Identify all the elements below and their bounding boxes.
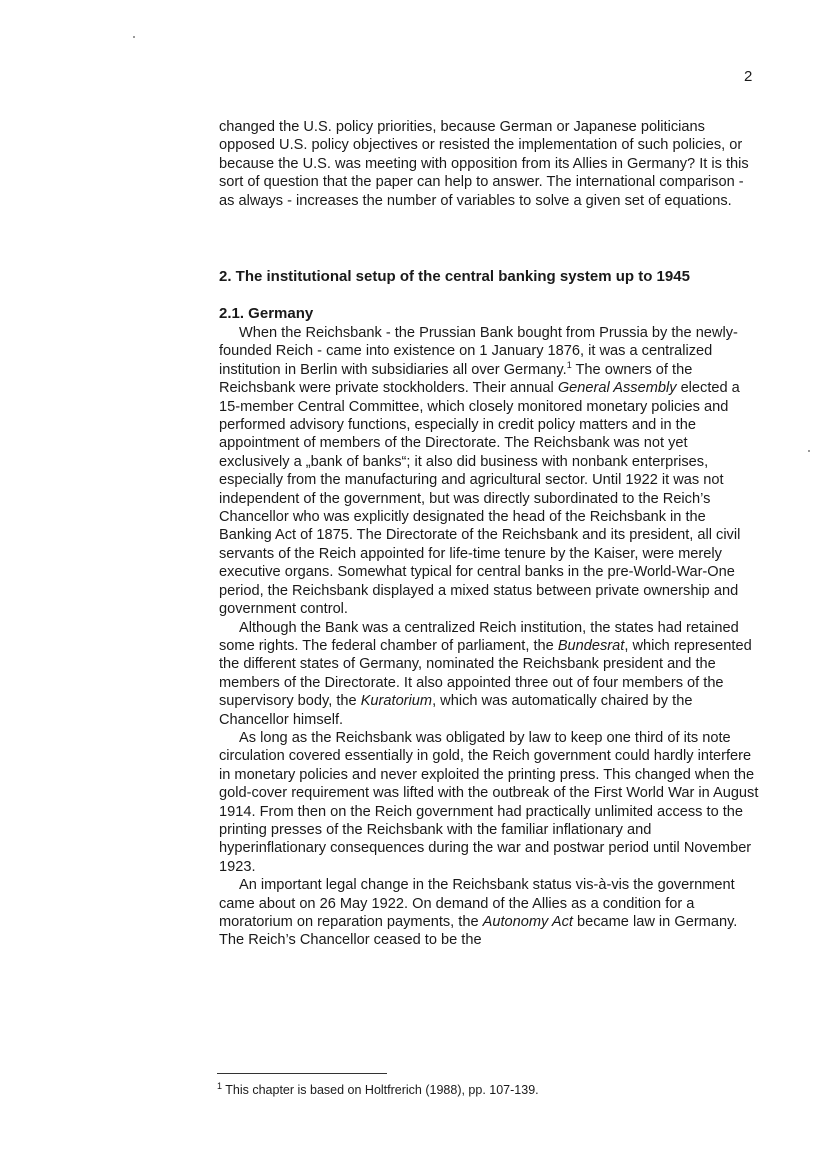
text-run: An important legal change in the Reichsbank status vis-à-vis the government came about on 26 May 1922. On demand of the Allies as a condition for a moratorium on reparation payments, the bbox=[219, 877, 735, 930]
scan-speck bbox=[808, 450, 810, 452]
intro-paragraph bbox=[219, 118, 759, 210]
italic-term: Autonomy Act bbox=[482, 914, 573, 930]
footnote-reference: 1 bbox=[566, 359, 572, 370]
text-run: , which was automatically chaired by the Chancellor himself. bbox=[219, 693, 693, 728]
subsection-heading: 2.1. Germany bbox=[219, 305, 314, 322]
paragraph-states-rights bbox=[219, 619, 759, 729]
text-run: , which represented the different states of Germany, nominated the Reichsbank president and the members of the Directorate. It also appointed three out of four members of the supervisory body, the bbox=[219, 637, 752, 710]
intro-text: changed the U.S. policy priorities, because German or Japanese politicians opposed U.S. policy objectives or resisted the implementation of such policies, or because the U.S. was meeting with opposition from its Allies in Germany? It is this sort of question that the paper can help to answer. The international comparison - as always - increases the number of variables to solve a given set of equations. bbox=[219, 119, 749, 209]
scan-speck bbox=[133, 36, 135, 38]
text-run: elected a 15-member Central Committee, which closely monitored monetary policies and performed advisory functions, especially in credit policy matters and in the appointment of members of the Directorate. The Reichsbank was not yet exclusively a „bank of banks“; it also did business with nonbank enterprises, especially from the manufacturing and agricultural sector. Until 1922 it was not independent of the government, but was directly subordinated to the Reich’s Chancellor who was explicitly designated the head of the Reichsbank in the Banking Act of 1875. The Directorate of the Reichsbank and its president, all civil servants of the Reich appointed for life-time tenure by the Kaiser, were merely executive organs. Somewhat typical for central banks in the pre-World-War-One period, the Reichsbank displayed a mixed status between private ownership and government control. bbox=[219, 380, 741, 618]
text-run: The owners of the Reichsbank were private stockholders. Their annual bbox=[219, 361, 693, 397]
footnote-marker: 1 bbox=[217, 1080, 223, 1091]
paragraph-autonomy-act bbox=[219, 876, 759, 950]
italic-term: Bundesrat bbox=[557, 637, 625, 654]
paragraph-reichsbank-founding bbox=[219, 324, 759, 619]
text-run: When the Reichsbank - the Prussian Bank bought from Prussia by the newly-founded Reich - came into existence on 1 January 1876, it was a centralized institution in Berlin with subsidiaries all over Germany. bbox=[219, 325, 738, 378]
italic-term: Kuratorium bbox=[360, 693, 433, 710]
paragraph-gold-cover: As long as the Reichsbank was obligated by law to keep one third of its note circulation covered essentially in gold, the Reich government could hardly interfere in monetary policies and never exploited the printing press. This changed when the gold-cover requirement was lifted with the outbreak of the First World War in August 1914. From then on the Reich government had practically unlimited access to the printing presses of the Reichsbank with the familiar inflationary and hyperinflationary consequences during the war and postwar period until November 1923. bbox=[219, 729, 759, 875]
italic-term: General Assembly bbox=[557, 380, 677, 397]
footnote-divider bbox=[217, 1073, 387, 1074]
footnote-text: This chapter is based on Holtfrerich (1988), pp. 107-139. bbox=[222, 1083, 539, 1097]
section-heading: 2. The institutional setup of the central banking system up to 1945 bbox=[219, 268, 690, 285]
text-run: became law in Germany. The Reich’s Chancellor ceased to be the bbox=[219, 914, 738, 949]
text-run: Although the Bank was a centralized Reich institution, the states had retained some rights. The federal chamber of parliament, the bbox=[219, 619, 739, 654]
body-text bbox=[219, 324, 759, 950]
footnote bbox=[217, 1080, 539, 1098]
page-number: 2 bbox=[744, 68, 753, 85]
